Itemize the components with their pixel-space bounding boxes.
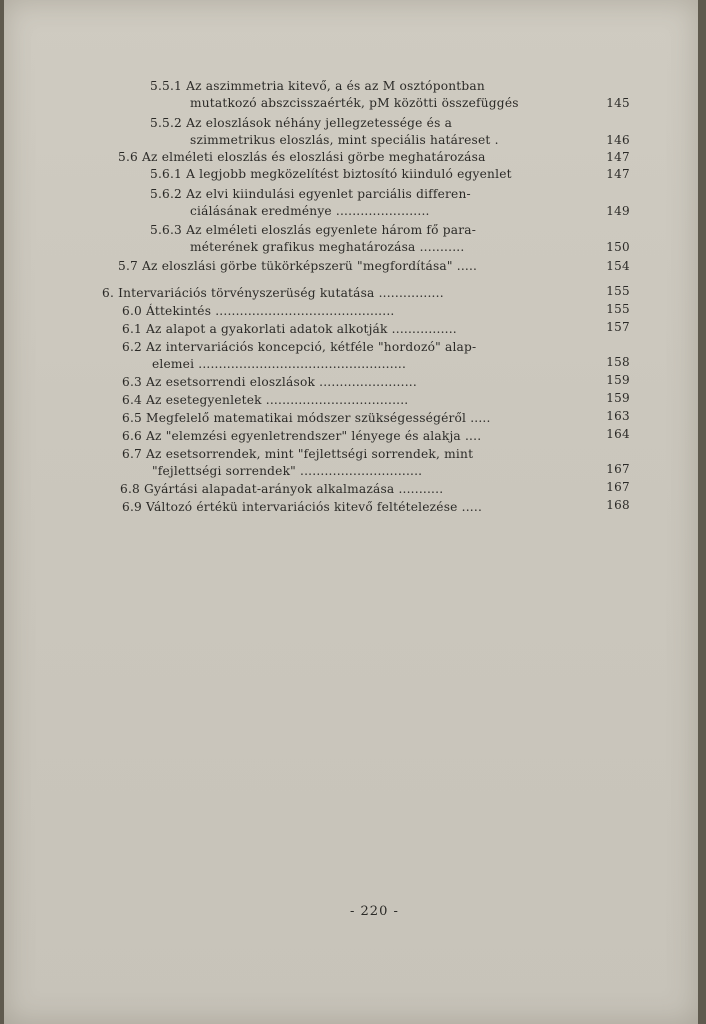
toc-entry-6-1: 6.1 Az alapot a gyakorlati adatok alkotják ................ xyxy=(122,322,457,336)
toc-entry-5-6-2-line-2: ciálásának eredménye ....................... xyxy=(190,204,430,218)
toc-page-number: 164 xyxy=(606,427,630,441)
toc-entry-5-5-1-line-1: 5.5.1 Az aszimmetria kitevő, a és az M osztópontban xyxy=(150,79,485,93)
toc-entry-5-6-3-line-1: 5.6.3 Az elméleti eloszlás egyenlete három fő para- xyxy=(150,223,477,237)
toc-entry-5-6-3-line-2: méterének grafikus meghatározása ........... xyxy=(190,240,465,254)
toc-entry-5-6-1: 5.6.1 A legjobb megközelítést biztosító kiinduló egyenlet xyxy=(150,167,512,181)
toc-page-number: 145 xyxy=(606,96,630,110)
toc-page-number: 167 xyxy=(606,462,630,476)
toc-page-number: 167 xyxy=(606,480,630,494)
toc-page-number: 157 xyxy=(606,320,630,334)
toc-page-number: 159 xyxy=(606,373,630,387)
toc-entry-6-8: 6.8 Gyártási alapadat-arányok alkalmazása ........... xyxy=(120,482,444,496)
toc-entry-6-7-line-1: 6.7 Az esetsorrendek, mint "fejlettségi sorrendek, mint xyxy=(122,447,474,461)
toc-page-number: 163 xyxy=(606,409,630,423)
toc-entry-6-7-line-2: "fejlettségi sorrendek" .............................. xyxy=(152,464,423,478)
toc-page-number: 155 xyxy=(606,302,630,316)
toc-page-number: 147 xyxy=(606,167,630,181)
toc-page-number: 168 xyxy=(606,498,630,512)
toc-page-number: 159 xyxy=(606,391,630,405)
toc-entry-6-6: 6.6 Az "elemzési egyenletrendszer" lényege és alakja .... xyxy=(122,429,482,443)
toc-page-number: 149 xyxy=(606,204,630,218)
toc-entry-5-7: 5.7 Az eloszlási görbe tükörképszerü "megfordítása" ..... xyxy=(118,259,478,273)
toc-entry-5-5-1-line-2: mutatkozó abszcisszaérték, pM közötti összefüggés xyxy=(190,96,519,110)
toc-entry-6-5: 6.5 Megfelelő matematikai módszer szükségességéről ..... xyxy=(122,411,491,425)
toc-entry-6-2-line-2: elemei ................................................... xyxy=(152,357,407,371)
toc-entry-6-3: 6.3 Az esetsorrendi eloszlások ........................ xyxy=(122,375,417,389)
table-of-contents xyxy=(4,0,698,1024)
toc-page-number: 150 xyxy=(606,240,630,254)
toc-page-number: 155 xyxy=(606,284,630,298)
toc-entry-5-6: 5.6 Az elméleti eloszlás és eloszlási görbe meghatározása xyxy=(118,150,486,164)
toc-page-number: 154 xyxy=(606,259,630,273)
toc-page-number: 147 xyxy=(606,150,630,164)
page-folio: - 220 - xyxy=(350,904,399,919)
toc-entry-5-6-2-line-1: 5.6.2 Az elvi kiindulási egyenlet parciális differen- xyxy=(150,187,471,201)
toc-entry-5-5-2-line-2: szimmetrikus eloszlás, mint speciális határeset . xyxy=(190,133,499,147)
toc-page-number: 158 xyxy=(606,355,630,369)
toc-page-number: 146 xyxy=(606,133,630,147)
toc-entry-6-2-line-1: 6.2 Az intervariációs koncepció, kétféle "hordozó" alap- xyxy=(122,340,477,354)
toc-entry-6-4: 6.4 Az esetegyenletek ................................... xyxy=(122,393,409,407)
toc-entry-6-9: 6.9 Változó értékü intervariációs kitevő feltételezése ..... xyxy=(122,500,483,514)
book-page xyxy=(4,0,698,1024)
toc-entry-6-0: 6.0 Áttekintés ............................................ xyxy=(122,304,395,318)
toc-entry-6: 6. Intervariációs törvényszerüség kutatása ................ xyxy=(102,286,444,300)
toc-entry-5-5-2-line-1: 5.5.2 Az eloszlások néhány jellegzetessége és a xyxy=(150,116,453,130)
